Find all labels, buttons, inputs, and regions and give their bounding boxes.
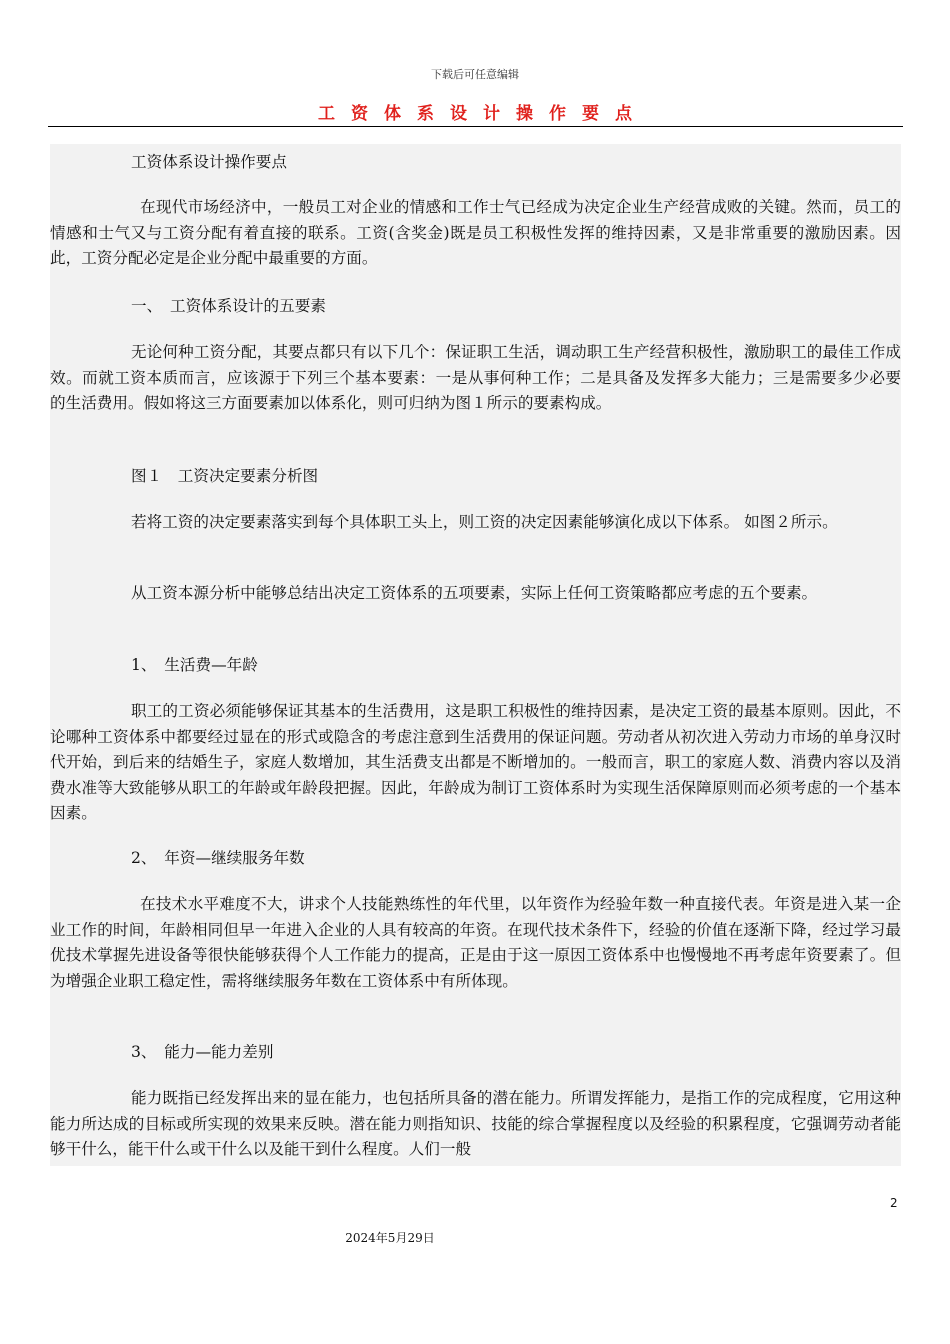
paragraph-living-cost: 职工的工资必须能够保证其基本的生活费用，这是职工积极性的维持因素，是决定工资的最基本原则。因此，不论哪种工资体系中都要经过显在的形式或隐含的考虑注意到生活费用的保证问题。劳动者从初次进入劳动力市场的单身汉时代开始，到后来的结婚生子，家庭人数增加，其生活费支出都是不断增加的。一般而言，职工的家庭人数、消费内容以及消费水准等大致能够从职工的年龄或年龄段把握。因此，年龄成为制订工资体系时为实现生活保障原则而必须考虑的一个基本因素。 bbox=[50, 702, 901, 822]
section-heading-five-elements: 一、 工资体系设计的五要素 bbox=[131, 297, 326, 315]
paragraph-five-factors: 从工资本源分析中能够总结出决定工资体系的五项要素，实际上任何工资策略都应考虑的五个要素。 bbox=[131, 584, 818, 602]
paragraph-ability: 能力既指已经发挥出来的显在能力，也包括所具备的潜在能力。所谓发挥能力，是指工作的完成程度，它用这种能力所达成的目标或所实现的效果来反映。潜在能力则指知识、技能的综合掌握程度以及经验的积累程度，它强调劳动者能够干什么，能干什么或干什么以及能干到什么程度。人们一般 bbox=[50, 1089, 901, 1158]
download-note: 下载后可任意编辑 bbox=[431, 68, 519, 81]
section-heading-living-cost: 1、 生活费—年龄 bbox=[131, 656, 258, 674]
figure-1-caption: 图１ 工资决定要素分析图 bbox=[131, 467, 319, 485]
paragraph-seniority: 在技术水平难度不大，讲求个人技能熟练性的年代里，以年资作为经验年数一种直接代表。年资是进入某一企业工作的时间，年龄相同但早一年进入企业的人具有较高的年资。在现代技术条件下，经验的价值在逐渐下降，经过学习最优技术掌握先进设备等很快能够获得个人工作能力的提高，正是由于这一原因工资体系中也慢慢地不再考虑年资要素了。但为增强企业职工稳定性，需将继续服务年数在工资体系中有所体现。 bbox=[50, 895, 901, 990]
footer-date: 2024年5月29日 bbox=[345, 1231, 435, 1245]
section-heading-ability: 3、 能力—能力差别 bbox=[131, 1043, 274, 1061]
document-body bbox=[50, 144, 917, 1166]
paragraph-heading: 工资体系设计操作要点 bbox=[131, 153, 287, 171]
page-number: 2 bbox=[890, 1196, 898, 1210]
paragraph-intro: 在现代市场经济中，一般员工对企业的情感和工作士气已经成为决定企业生产经营成败的关键。然而，员工的情感和士气又与工资分配有着直接的联系。工资(含奖金)既是员工积极性发挥的维持因素，又是非常重要的激励因素。因此，工资分配必定是企业分配中最重要的方面。 bbox=[50, 198, 901, 267]
section-heading-seniority: 2、 年资—继续服务年数 bbox=[131, 849, 305, 867]
paragraph-figure-2: 若将工资的决定要素落实到每个具体职工头上，则工资的决定因素能够演化成以下体系。 如图２所示。 bbox=[131, 513, 838, 531]
paragraph-elements: 无论何种工资分配，其要点都只有以下几个：保证职工生活，调动职工生产经营积极性，激励职工的最佳工作成效。而就工资本质而言，应该源于下列三个基本要素：一是从事何种工作；二是具备及发挥多大能力；三是需要多少必要 的生活费用。假如将这三方面要素加以体系化，则可归纳为图１所示的要素构成。 bbox=[50, 343, 917, 412]
document-title: 工资体系设计操作要点 bbox=[318, 104, 648, 124]
header-divider bbox=[48, 126, 903, 127]
